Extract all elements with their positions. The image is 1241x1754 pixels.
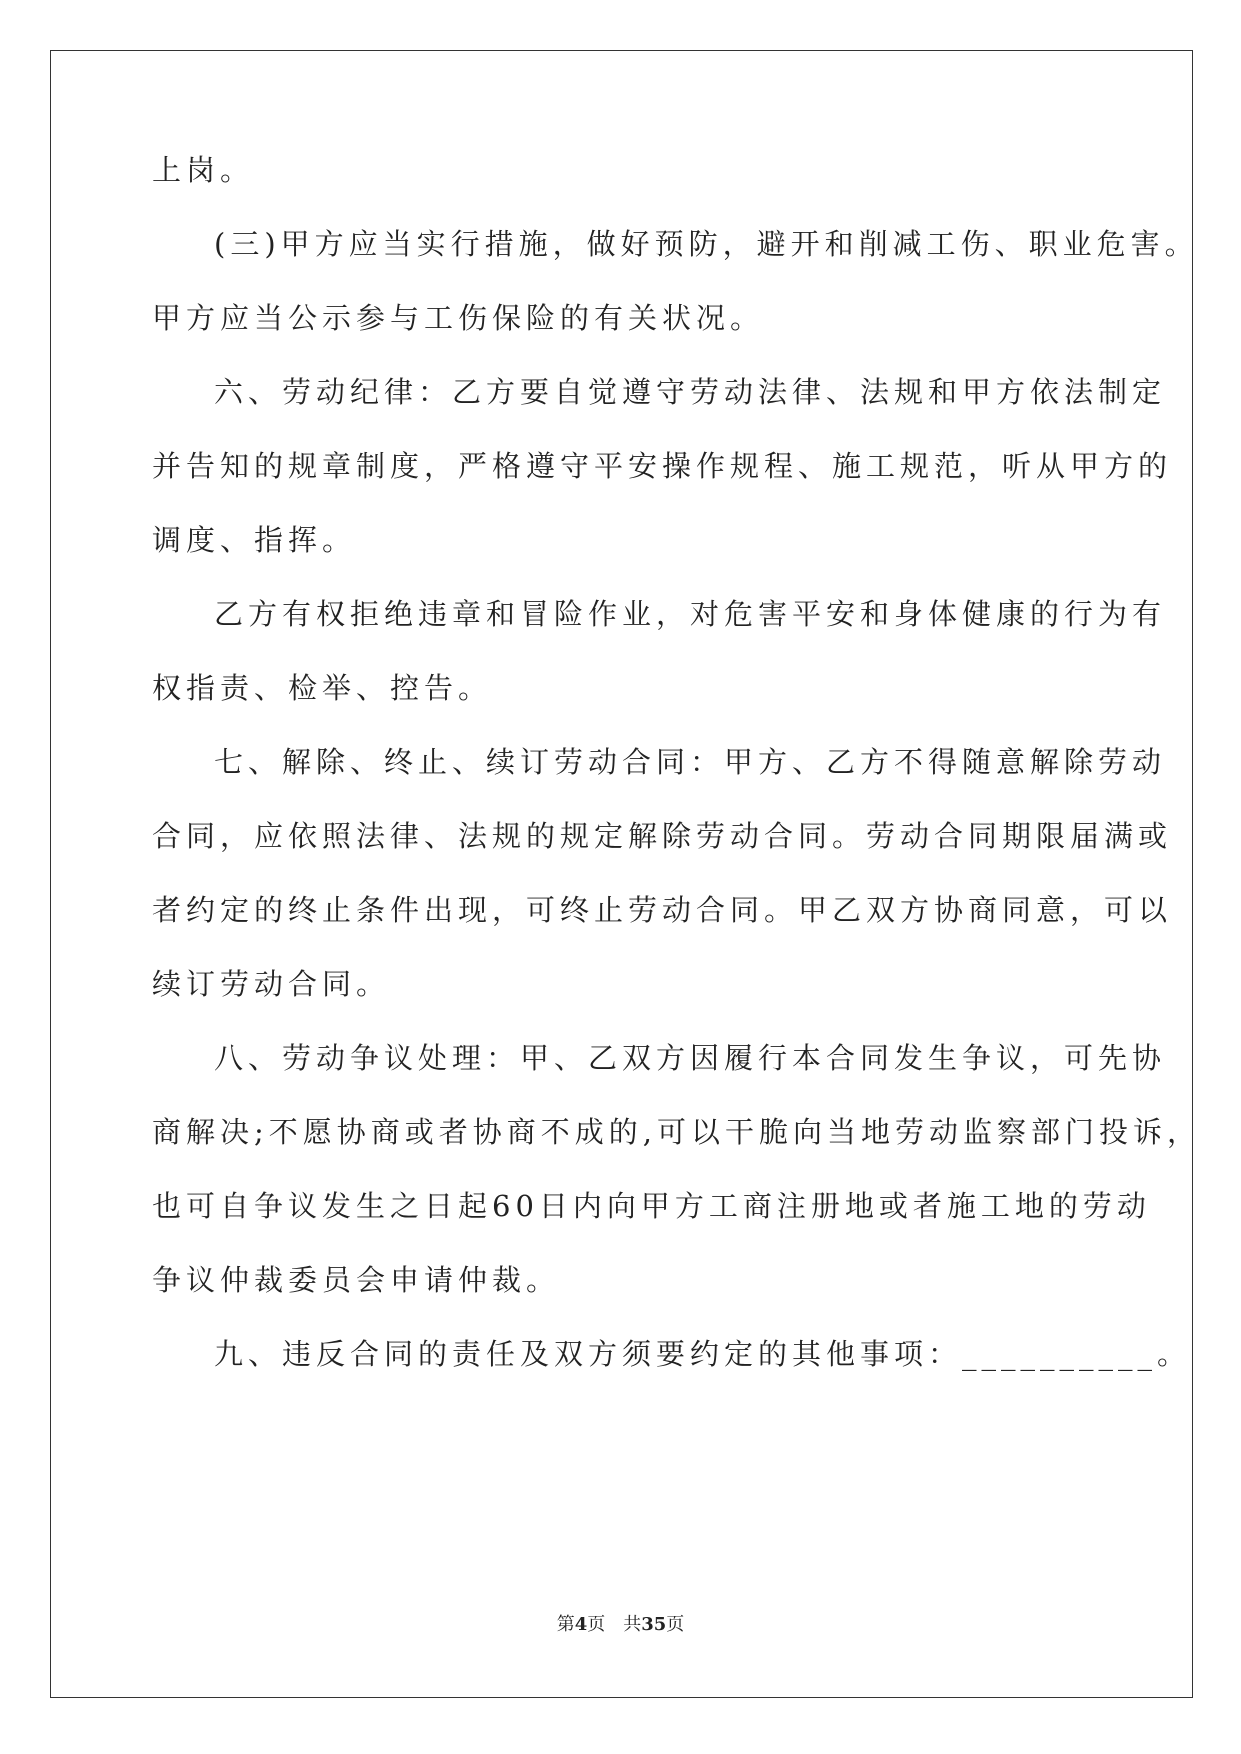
page-footer bbox=[0, 1610, 1241, 1636]
text-line: 乙方有权拒绝违章和冒险作业，对危害平安和身体健康的行为有 bbox=[214, 597, 1167, 631]
text-line: 并告知的规章制度，严格遵守平安操作规程、施工规范，听从甲方的 bbox=[152, 449, 1173, 483]
text-line: 争议仲裁委员会申请仲裁。 bbox=[152, 1263, 561, 1297]
text-line: 调度、指挥。 bbox=[152, 523, 357, 557]
text-line: 也可自争议发生之日起60日内向甲方工商注册地或者施工地的劳动 bbox=[152, 1189, 1151, 1223]
total-prefix: 共 bbox=[623, 1614, 642, 1635]
text-line: 六、劳动纪律：乙方要自觉遵守劳动法律、法规和甲方依法制定 bbox=[214, 375, 1167, 409]
text-line: 商解决;不愿协商或者协商不成的,可以干脆向当地劳动监察部门投诉， bbox=[152, 1115, 1201, 1149]
text-line: 续订劳动合同。 bbox=[152, 967, 391, 1001]
total-pages: 35 bbox=[641, 1614, 667, 1635]
text-line: 上岗。 bbox=[152, 153, 255, 187]
text-line: 九、违反合同的责任及双方须要约定的其他事项：__________。 bbox=[214, 1337, 1192, 1371]
text-line: 合同，应依照法律、法规的规定解除劳动合同。劳动合同期限届满或 bbox=[152, 819, 1173, 853]
text-line: (三)甲方应当实行措施，做好预防，避开和削减工伤、职业危害。 bbox=[214, 227, 1199, 261]
text-line: 甲方应当公示参与工伤保险的有关状况。 bbox=[152, 301, 765, 335]
text-line: 权指责、检举、控告。 bbox=[152, 671, 493, 705]
text-line: 八、劳动争议处理：甲、乙双方因履行本合同发生争议，可先协 bbox=[214, 1041, 1167, 1075]
text-line: 七、解除、终止、续订劳动合同：甲方、乙方不得随意解除劳动 bbox=[214, 745, 1167, 779]
page-number: 4 bbox=[574, 1614, 588, 1635]
page-prefix: 第 bbox=[556, 1614, 575, 1635]
text-line: 者约定的终止条件出现，可终止劳动合同。甲乙双方协商同意，可以 bbox=[152, 893, 1173, 927]
total-suffix: 页 bbox=[666, 1614, 685, 1635]
page-suffix: 页 bbox=[587, 1614, 606, 1635]
